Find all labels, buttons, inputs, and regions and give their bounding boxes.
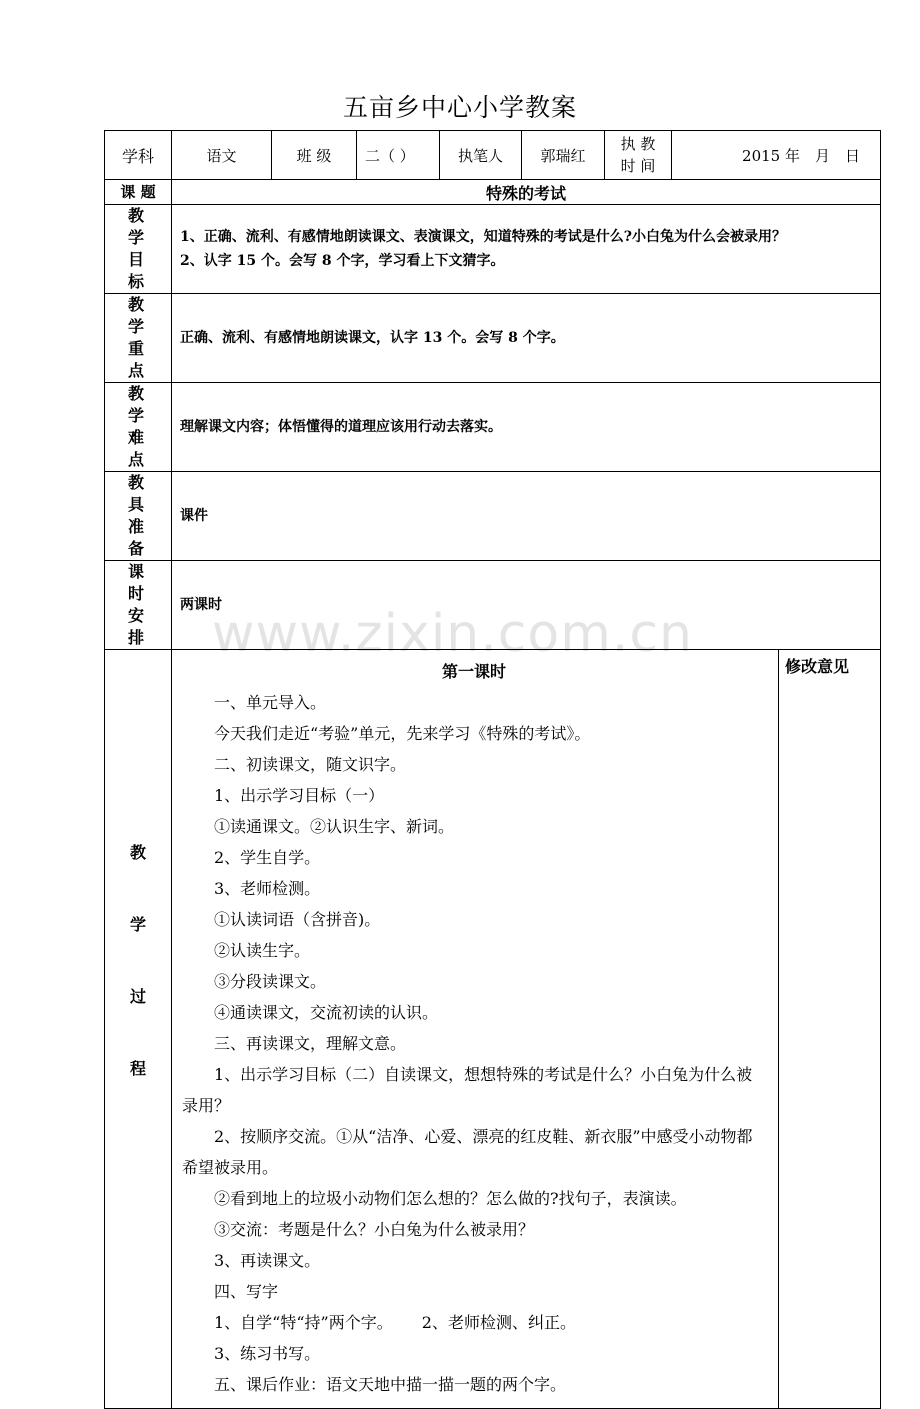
difficulties-label — [105, 383, 185, 472]
topic-value: 特殊的考试 — [172, 180, 881, 205]
process-line: 1、出示学习目标（二）自读课文，想想特殊的考试是什么？小白兔为什么被录用？ — [182, 1065, 753, 1115]
key-points-row — [105, 294, 881, 383]
header-row — [105, 131, 881, 180]
process-label-char-1: 教 — [129, 843, 146, 862]
process-line: 1、出示学习目标（一） — [214, 786, 385, 805]
schedule-label — [105, 561, 185, 650]
process-line: ④通读课文，交流初读的认识。 — [214, 1003, 439, 1022]
process-label — [105, 650, 172, 1409]
process-label-char-3: 过 — [129, 987, 146, 1006]
document-title: 五亩乡中心小学教案 — [342, 93, 577, 122]
process-line: 3、老师检测。 — [214, 879, 321, 898]
goals-label — [105, 205, 185, 294]
author-label: 执笔人 — [440, 131, 522, 180]
teaching-aids-row — [105, 472, 881, 561]
period-title: 第一课时 — [441, 662, 506, 681]
key-points-value: 正确、流利、有感情地朗读课文，认字 13 个。会写 8 个字。 — [172, 294, 881, 383]
difficulties-row — [105, 383, 881, 472]
schedule-label-line2: 安 排 — [127, 606, 156, 647]
process-line: ③交流：考题是什么？小白兔为什么被录用？ — [214, 1220, 535, 1239]
teaching-aids-value: 课件 — [172, 472, 881, 561]
process-line: 3、再读课文。 — [214, 1251, 321, 1270]
subject-label: 学科 — [105, 131, 172, 180]
lesson-plan-table — [104, 130, 881, 1409]
schedule-value: 两课时 — [172, 561, 881, 650]
teaching-time-label — [605, 131, 672, 180]
key-points-label-line1: 教 学 — [127, 295, 185, 336]
goals-label-line1: 教 学 — [127, 206, 185, 247]
process-line: ③分段读课文。 — [214, 972, 327, 991]
difficulties-value: 理解课文内容；体悟懂得的道理应该用行动去落实。 — [172, 383, 881, 472]
revision-notes — [779, 650, 881, 1409]
process-label-char-2: 学 — [129, 915, 146, 934]
goals-label-line2: 目 标 — [127, 250, 156, 291]
process-row — [105, 650, 881, 1409]
process-line: 三、再读课文，理解文意。 — [214, 1034, 407, 1053]
goals-line-1: 1、正确、流利、有感情地朗读课文、表演课文，知道特殊的考试是什么?小白兔为什么会被录用？ — [180, 229, 786, 245]
process-line: ②认读生字。 — [214, 941, 311, 960]
process-content — [172, 650, 779, 1409]
difficulties-label-line2: 难 点 — [127, 428, 156, 469]
process-line: 四、写字 — [214, 1282, 279, 1301]
date-value: 2015 年 月 日 — [672, 131, 881, 180]
difficulties-label-line1: 教 学 — [127, 384, 185, 425]
process-line: ①读通课文。②认识生字、新词。 — [214, 817, 455, 836]
process-line: 2、按顺序交流。①从“洁净、心爱、漂亮的红皮鞋、新衣服”中感受小动物都希望被录用。 — [182, 1127, 753, 1177]
class-value: 二（ ） — [357, 131, 440, 180]
schedule-label-line1: 课 时 — [127, 562, 185, 603]
process-label-char-4: 程 — [129, 1059, 146, 1078]
goals-line-2: 2、认字 15 个。会写 8 个字，学习看上下文猜字。 — [180, 253, 505, 269]
teaching-time-label-line2: 时 间 — [620, 157, 656, 175]
goals-row — [105, 205, 881, 294]
process-line: 2、学生自学。 — [214, 848, 321, 867]
goals-value — [172, 205, 881, 294]
class-label: 班 级 — [272, 131, 357, 180]
key-points-label — [105, 294, 185, 383]
process-line: 二、初读课文，随文识字。 — [214, 755, 407, 774]
process-line: 一、单元导入。 — [214, 693, 327, 712]
teaching-time-label-line1: 执 教 — [620, 135, 656, 153]
process-line: 今天我们走近“考验”单元，先来学习《特殊的考试》。 — [214, 724, 591, 743]
author-value: 郭瑞红 — [522, 131, 605, 180]
topic-label: 课 题 — [105, 180, 172, 205]
subject-value: 语文 — [172, 131, 272, 180]
key-points-label-line2: 重 点 — [127, 339, 156, 380]
process-line: 1、自学“特“持”两个字。 2、老师检测、纠正。 — [214, 1313, 576, 1332]
teaching-aids-label-line1: 教 具 — [127, 473, 185, 514]
teaching-aids-label — [105, 472, 185, 561]
process-line: 五、课后作业：语文天地中描一描一题的两个字。 — [214, 1375, 567, 1394]
topic-row — [105, 180, 881, 205]
process-line: ②看到地上的垃圾小动物们怎么想的？怎么做的?找句子，表演读。 — [214, 1189, 687, 1208]
process-line: ①认读词语（含拼音)。 — [214, 910, 381, 929]
teaching-aids-label-line2: 准 备 — [127, 517, 156, 558]
watermark: www.zixin.com.cn — [212, 604, 693, 664]
schedule-row — [105, 561, 881, 650]
process-line: 3、练习书写。 — [214, 1344, 321, 1363]
revision-notes-label: 修改意见 — [785, 657, 850, 676]
